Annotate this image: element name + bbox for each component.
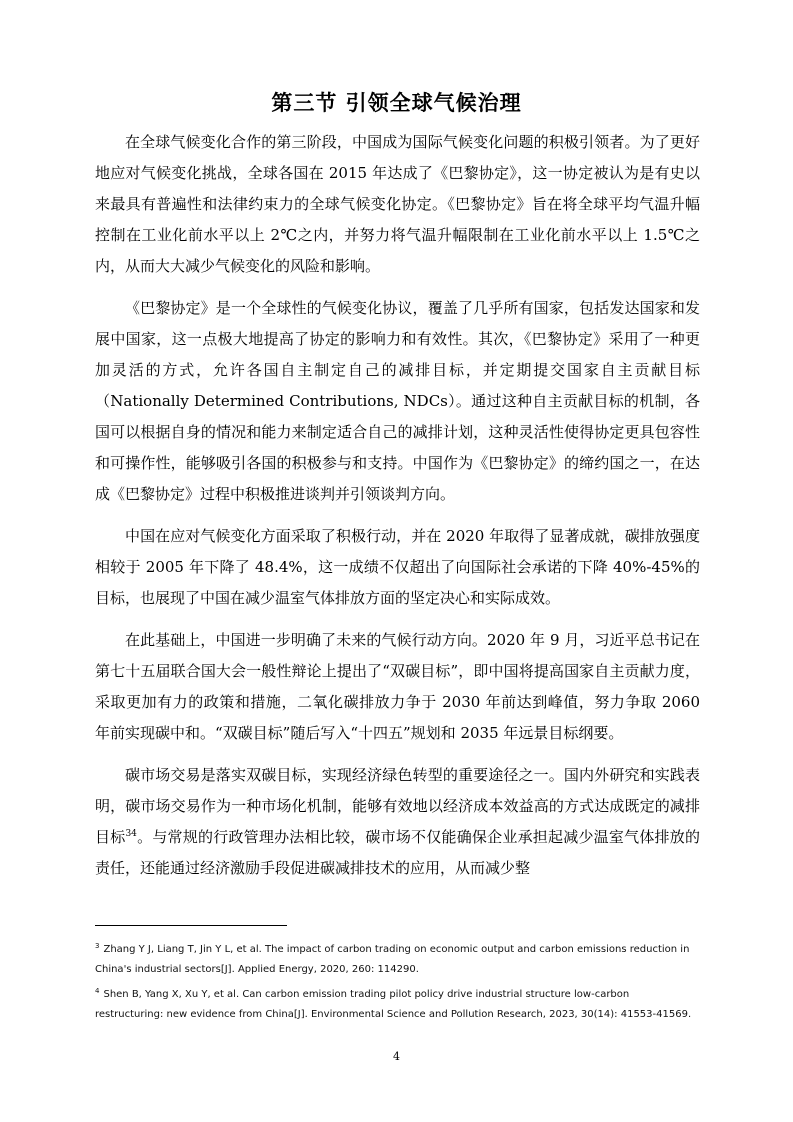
footnote-3: [95, 940, 700, 980]
footnote-text: Shen B, Yang X, Xu Y, et al. Can carbon emission trading pilot policy drive industrial structure low-carbon restructuring: new evidence from China[J]. Environmental Science and Pollution Research, 2023, 30(14): 41553-41569.: [95, 989, 692, 1020]
paragraph-5-text-b: 。与常规的行政管理办法相比较，碳市场不仅能确保企业承担起减少温室气体排放的责任，还能通过经济激励手段促进碳减排技术的应用，从而减少整: [95, 828, 700, 877]
body-text: [95, 127, 700, 895]
footnote-number: 4: [95, 986, 100, 995]
paragraph-4: 在此基础上，中国进一步明确了未来的气候行动方向。2020 年 9 月，习近平总书记在第七十五届联合国大会一般性辩论上提出了“双碳目标”，即中国将提高国家自主贡献力度，采取更加有力的政策和措施，二氧化碳排放力争于 2030 年前达到峰值，努力争取 2060 年前实现碳中和。“双碳目标”随后写入“十四五”规划和 2035 年远景目标纲要。: [95, 631, 700, 742]
section-title: 第三节 引领全球气候治理: [271, 91, 522, 115]
footnote-divider: [95, 925, 287, 926]
paragraph-3: 中国在应对气候变化方面采取了积极行动，并在 2020 年取得了显著成就，碳排放强度相较于 2005 年下降了 48.4%，这一成绩不仅超出了向国际社会承诺的下降 40%-45%的目标，也展现了中国在减少温室气体排放方面的坚定决心和实际成效。: [95, 527, 700, 607]
paragraph-1: 在全球气候变化合作的第三阶段，中国成为国际气候变化问题的积极引领者。为了更好地应对气候变化挑战，全球各国在 2015 年达成了《巴黎协定》，这一协定被认为是有史以来最具有普遍性和法律约束力的全球气候变化协定。《巴黎协定》旨在将全球平均气温升幅控制在工业化前水平以上 2℃之内，并努力将气温升幅限制在工业化前水平以上 1.5℃之内，从而大大减少气候变化的风险和影响。: [95, 133, 700, 275]
paragraph-5: [95, 760, 700, 884]
footnote-reference[interactable]: 34: [125, 829, 137, 839]
page-number: 4: [393, 1050, 400, 1063]
paragraph-2: 《巴黎协定》是一个全球性的气候变化协议，覆盖了几乎所有国家，包括发达国家和发展中国家，这一点极大地提高了协定的影响力和有效性。其次，《巴黎协定》采用了一种更加灵活的方式，允许各国自主制定自己的减排目标，并定期提交国家自主贡献目标（Nationally Determined Contributions, NDCs）。通过这种自主贡献目标的机制，各国可以根据自身的情况和能力来制定适合自己的减排计划，这种灵活性使得协定更具包容性和可操作性，能够吸引各国的积极参与和支持。中国作为《巴黎协定》的缔约国之一，在达成《巴黎协定》过程中积极推进谈判并引领谈判方向。: [95, 299, 700, 503]
footnote-number: 3: [95, 941, 100, 950]
footnote-text: Zhang Y J, Liang T, Jin Y L, et al. The impact of carbon trading on economic output and carbon emissions reduction in China's industrial sectors[J]. Applied Energy, 2020, 260: 114290.: [95, 944, 690, 975]
footnote-4: [95, 985, 700, 1025]
paragraph-5-text-a: 碳市场交易是落实双碳目标，实现经济绿色转型的重要途径之一。国内外研究和实践表明，碳市场交易作为一种市场化机制，能够有效地以经济成本效益高的方式达成既定的减排目标: [95, 766, 700, 846]
footnotes: [95, 940, 700, 1030]
